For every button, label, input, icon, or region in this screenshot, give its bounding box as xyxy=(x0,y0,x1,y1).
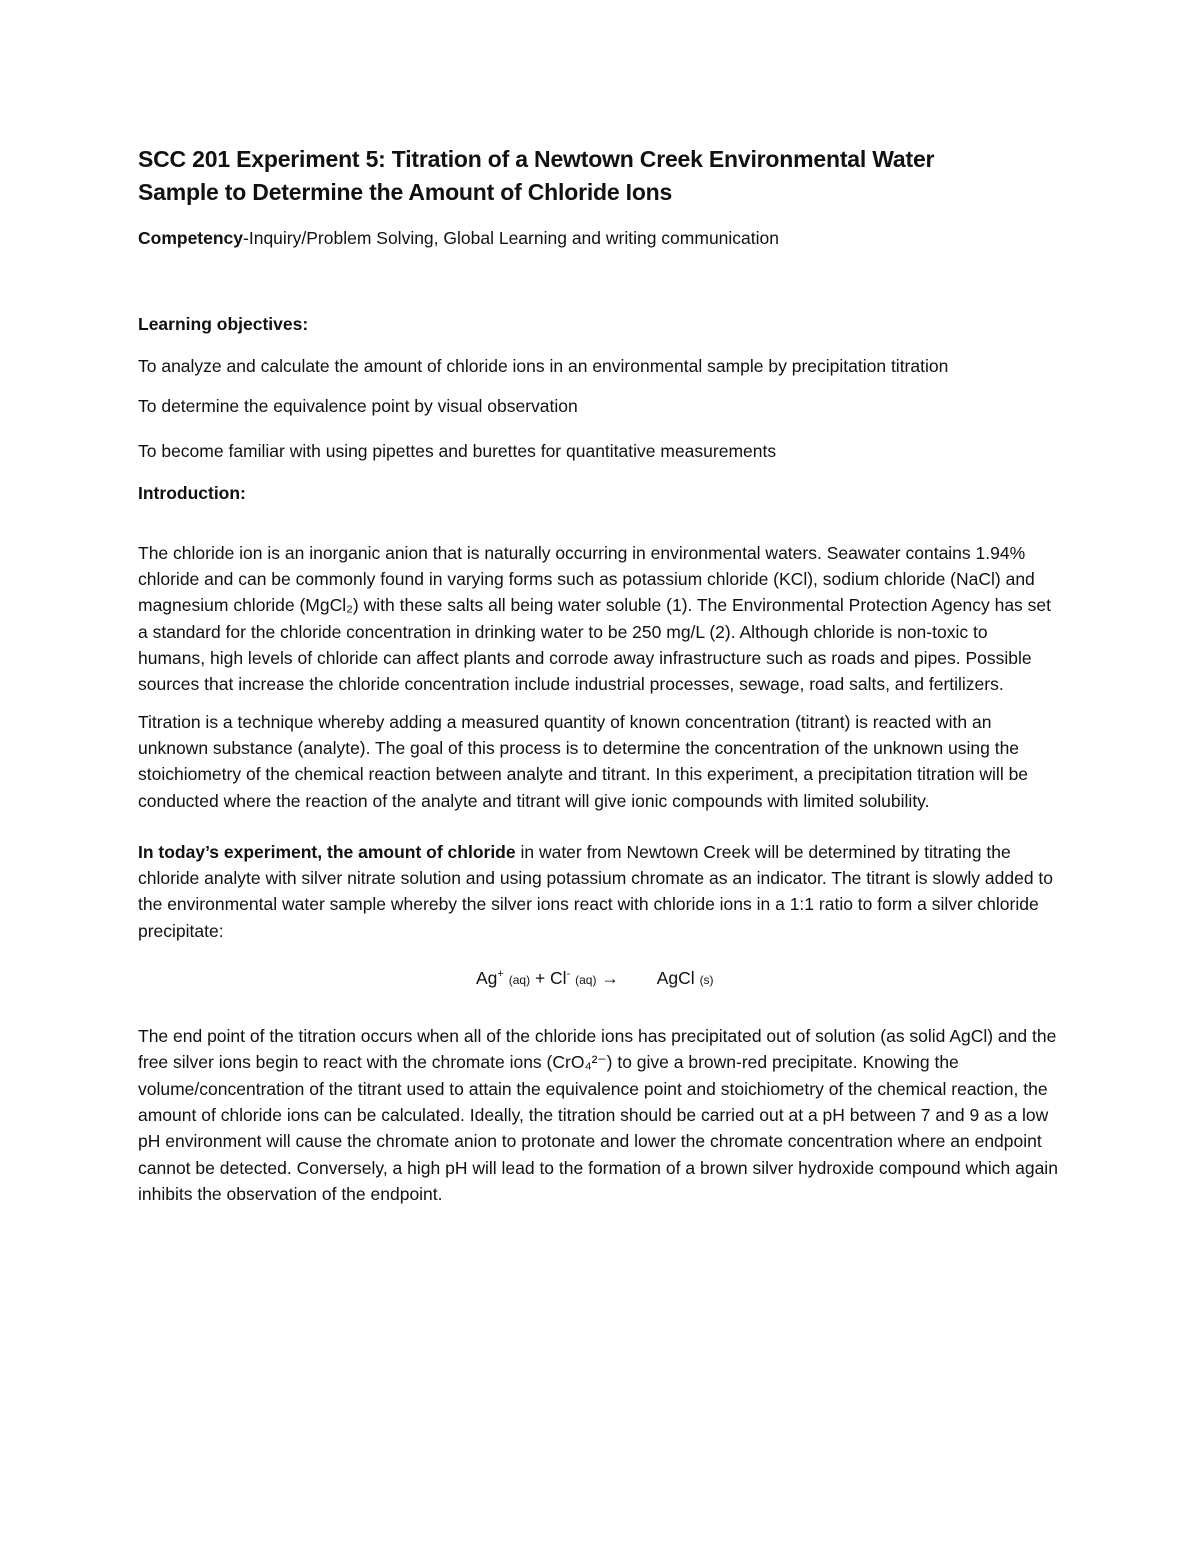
introduction-paragraph-text: in water from Newtown Creek will be determined by titrating the chloride analyte with silver nitrate solution and using potassium chromate as an indicator. The titrant is slowly added to the environmental water sample whereby the silver ions react with chloride ions in a 1:1 ratio to form a silver chloride precipitate: xyxy=(138,841,1054,941)
learning-objectives-heading: Learning objectives: xyxy=(138,314,309,334)
introduction-paragraph: Titration is a technique whereby adding a measured quantity of known concentration (titrant) is reacted with an unknown substance (analyte). The goal of this process is to determine the concentration of the unknown using the stoichiometry of the chemical reaction between analyte and titrant. In this experiment, a precipitation titration will be conducted where the reaction of the analyte and titrant will give ionic compounds with limited solubility. xyxy=(138,711,1029,811)
competency-line xyxy=(138,225,1058,251)
equation-chloride-state: (aq) xyxy=(575,973,597,988)
chemical-equation xyxy=(476,965,1058,993)
equation-reactant-chloride: Cl xyxy=(550,968,567,989)
equation-plus: + xyxy=(534,968,546,989)
objective-item: To determine the equivalence point by visual observation xyxy=(138,396,578,417)
introduction-heading: Introduction: xyxy=(138,482,246,503)
document-content xyxy=(138,143,1058,1207)
equation-silver-charge: + xyxy=(497,968,504,981)
equation-product: AgCl xyxy=(656,968,695,989)
title-line-2: Sample to Determine the Amount of Chloride Ions xyxy=(138,179,673,205)
equation-reactant-silver: Ag xyxy=(476,968,498,989)
document-title xyxy=(138,143,1058,209)
equation-chloride-charge: - xyxy=(566,968,571,981)
objective-item: To analyze and calculate the amount of chloride ions in an environmental sample by precipitation titration xyxy=(138,356,949,376)
introduction-paragraph-bold-lead: In today’s experiment, the amount of chloride xyxy=(138,841,516,862)
introduction-paragraph: The end point of the titration occurs when all of the chloride ions has precipitated out of solution (as solid AgCl) and the free silver ions begin to react with the chromate ions (CrO₄²⁻) to give a brown-red precipitate. Knowing the volume/concentration of the titrant used to attain the equivalence point and stoichiometry of the chemical reaction, the amount of chloride ions can be calculated. Ideally, the titration should be carried out at a pH between 7 and 9 as a low pH environment will cause the chromate anion to protonate and lower the chromate concentration where an endpoint cannot be detected. Conversely, a high pH will lead to the formation of a brown silver hydroxide compound which again inhibits the observation of the endpoint. xyxy=(138,1026,1058,1204)
equation-arrow: → xyxy=(601,968,619,989)
equation-silver-state: (aq) xyxy=(508,973,531,988)
introduction-paragraph xyxy=(138,839,1058,944)
introduction-paragraph: The chloride ion is an inorganic anion that is naturally occurring in environmental waters. Seawater contains 1.94% chloride and can be commonly found in varying forms such as potassium chloride (KCl), sodium chloride (NaCl) and magnesium chloride (MgCl₂) with these salts all being water soluble (1). The Environmental Protection Agency has set a standard for the chloride concentration in drinking water to be 250 mg/L (2). Although chloride is non-toxic to humans, high levels of chloride can affect plants and corrode away infrastructure such as roads and pipes. Possible sources that increase the chloride concentration include industrial processes, sewage, road salts, and fertilizers. xyxy=(138,542,1052,695)
title-line-1: SCC 201 Experiment 5: Titration of a Newtown Creek Environmental Water xyxy=(138,146,935,172)
objective-item: To become familiar with using pipettes and burettes for quantitative measurements xyxy=(138,440,777,461)
competency-text: -Inquiry/Problem Solving, Global Learning and writing communication xyxy=(243,228,779,248)
equation-product-state: (s) xyxy=(699,973,714,988)
competency-label: Competency xyxy=(138,228,244,248)
